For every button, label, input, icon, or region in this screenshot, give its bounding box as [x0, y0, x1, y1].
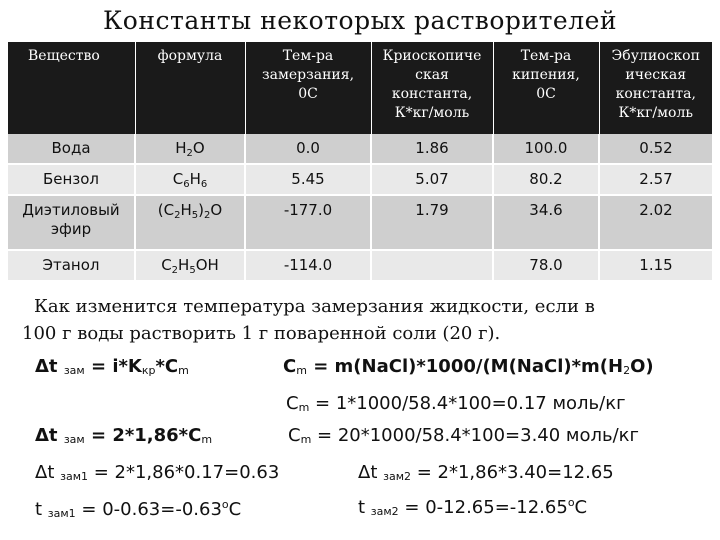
header-substance: Вещество [8, 42, 135, 134]
cell-substance: Диэтиловый эфир [8, 195, 135, 250]
cell-ebullioscopic: 2.02 [599, 195, 712, 250]
question-line-1: Как изменится температура замерзания жидкости, если в [34, 296, 595, 317]
cell-boiling-temp: 80.2 [493, 164, 599, 195]
cell-cryoscopic: 5.07 [371, 164, 493, 195]
formula-delta-t-water: Δt зам = 2*1,86*Cm [35, 425, 213, 446]
cell-freezing-temp: 0.0 [245, 134, 371, 164]
formula-delta-t-general: Δt зам = i*Kкр*Cm [35, 356, 189, 377]
header-freezing-temp: Тем-ра замерзания, 0С [245, 42, 371, 134]
formula-delta-t-1: Δt зам1 = 2*1,86*0.17=0.63 [35, 462, 280, 483]
table-row [8, 134, 712, 164]
cell-cryoscopic: 1.79 [371, 195, 493, 250]
cell-ebullioscopic: 2.57 [599, 164, 712, 195]
formula-molality-calc-1: Cm = 1*1000/58.4*100=0.17 моль/кг [286, 393, 626, 414]
cell-boiling-temp: 34.6 [493, 195, 599, 250]
formula-delta-t-2: Δt зам2 = 2*1,86*3.40=12.65 [358, 462, 614, 483]
header-ebullioscopic-constant: Эбулиоскоп ическая константа, К*кг/моль [599, 42, 712, 134]
cell-substance: Этанол [8, 250, 135, 281]
cell-formula: $C_2H_5OH$ [135, 250, 245, 281]
cell-formula: $(C_2H_5)_2O$ [135, 195, 245, 250]
formula-t-2: t $зам2 = 0-12.65=-12.65^оС$ [358, 496, 588, 518]
cell-cryoscopic [371, 250, 493, 281]
cell-substance: Бензол [8, 164, 135, 195]
cell-freezing-temp: 5.45 [245, 164, 371, 195]
header-cryoscopic-constant: Криоскопиче ская константа, К*кг/моль [371, 42, 493, 134]
formula-molality-definition: Cm = m(NaCl)*1000/(M(NaCl)*m(H2O) [283, 356, 654, 377]
cell-boiling-temp: 78.0 [493, 250, 599, 281]
table-header-row [8, 42, 712, 134]
question-line-2: 100 г воды растворить 1 г поваренной соли (20 г). [22, 323, 501, 344]
table-row [8, 164, 712, 195]
cell-formula: $C_6H_6$ [135, 164, 245, 195]
cell-freezing-temp: -177.0 [245, 195, 371, 250]
table-row [8, 195, 712, 250]
formula-molality-calc-2: Cm = 20*1000/58.4*100=3.40 моль/кг [288, 425, 640, 446]
solvent-constants-table [8, 42, 712, 282]
cell-boiling-temp: 100.0 [493, 134, 599, 164]
cell-cryoscopic: 1.86 [371, 134, 493, 164]
formula-t-1: t $зам1 = 0-0.63=-0.63^оС$ [35, 498, 242, 520]
header-boiling-temp: Тем-ра кипения, 0С [493, 42, 599, 134]
header-formula: формула [135, 42, 245, 134]
slide-title: Константы некоторых растворителей [102, 6, 618, 35]
table-row [8, 250, 712, 281]
cell-substance: Вода [8, 134, 135, 164]
cell-ebullioscopic: 1.15 [599, 250, 712, 281]
cell-ebullioscopic: 0.52 [599, 134, 712, 164]
cell-formula: $H_2O$ [135, 134, 245, 164]
cell-freezing-temp: -114.0 [245, 250, 371, 281]
